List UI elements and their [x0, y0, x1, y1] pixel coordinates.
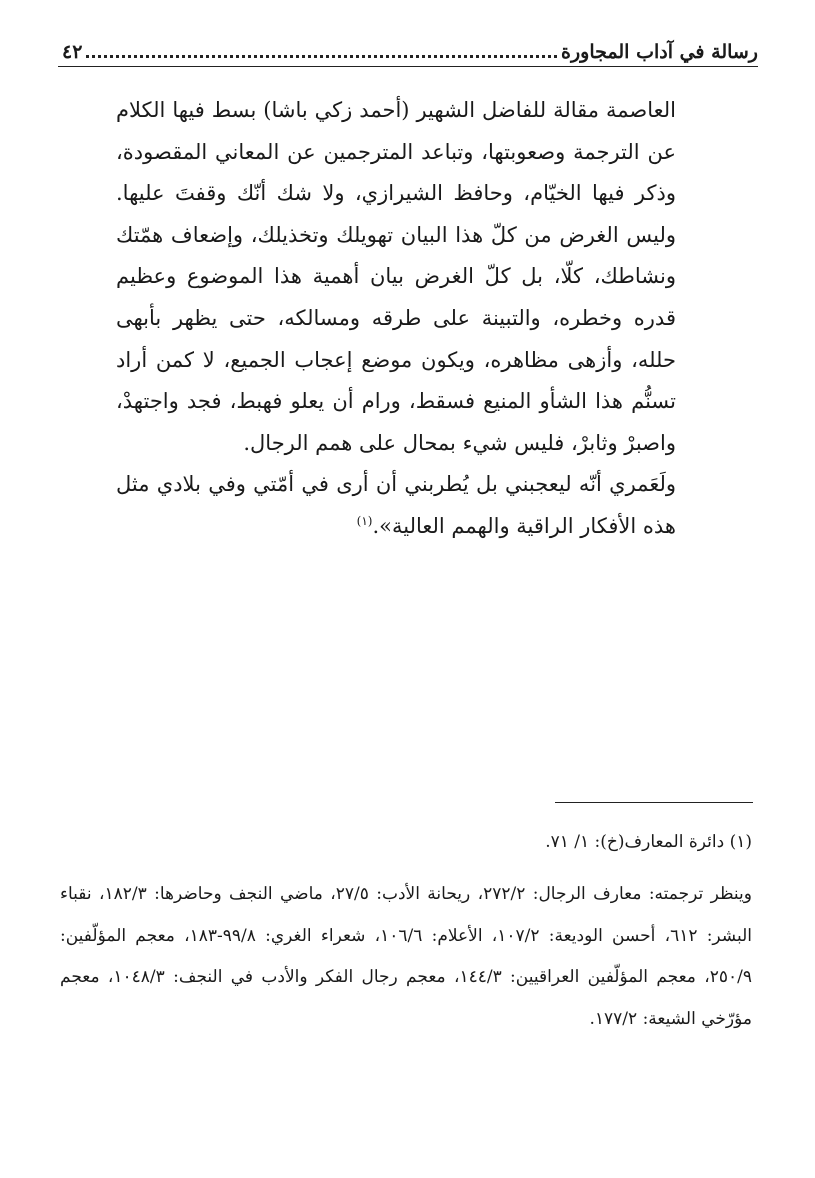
footnote-1-continuation: وينظر ترجمته: معارف الرجال: ٢٧٢/٢، ريحانة الأدب: ٢٧/٥، ماضي النجف وحاضرها: ١٨٢/٣، نقباء البشر: ٦١٢، أحسن الوديعة: ١٠٧/٢، الأعلام: ١٠٦/٦، شعراء الغري: ٩٩/٨-١٨٣، معجم المؤلّفين: ٢٥٠/٩، معجم المؤلّفين العراقيين: ١٤٤/٣، معجم رجال الفكر والأدب في النجف: ١٠٤٨/٣، معجم مؤرّخي الشيعة: ١٧٧/٢. [60, 883, 752, 1030]
header-title: رسالة في آداب المجاورة [561, 41, 758, 63]
header-dotted-leader [86, 55, 557, 58]
footnote-1: (١) دائرة المعارف(خ): ١/ ٧١. [545, 832, 752, 852]
header-rule [58, 66, 758, 67]
footnotes [60, 822, 752, 1041]
footnote-reference: (١) [356, 513, 373, 528]
running-header [58, 34, 758, 64]
footnote-separator [555, 802, 753, 803]
body-paragraph-1: العاصمة مقالة للفاضل الشهير (أحمد زكي باشا) بسط فيها الكلام عن الترجمة وصعوبتها، وتباعد المترجمين عن المعاني المقصودة، وذكر فيها الخيّام، وحافظ الشيرازي، ولا شك أنّك وقفتَ عليها. وليس الغرض من كلّ هذا البيان تهويلك وتخذيلك، وإضعاف همّتك ونشاطك، كلّا، بل كلّ الغرض بيان أهمية هذا الموضوع وعظيم قدره وخطره، والتبينة على طرقه ومسالكه، حتى يظهر بأبهى حلله، وأزهى مظاهره، ويكون موضع إعجاب الجميع، لا كمن أراد تسنُّم هذا الشأو المنيع فسقط، ورام أن يعلو فهبط، فجد واجتهدْ، واصبرْ وثابرْ، فليس شيء بمحال على همم الرجال. [116, 98, 676, 455]
body-paragraph-2-text: ولَعَمري أنّه ليعجبني بل يُطربني أن أرى في أمّتي وفي بلادي مثل هذه الأفكار الراقية والهمم العالية». [116, 472, 676, 538]
body-paragraph-2 [116, 464, 676, 547]
page-number: ٤٢ [62, 41, 83, 63]
main-text [116, 90, 676, 548]
